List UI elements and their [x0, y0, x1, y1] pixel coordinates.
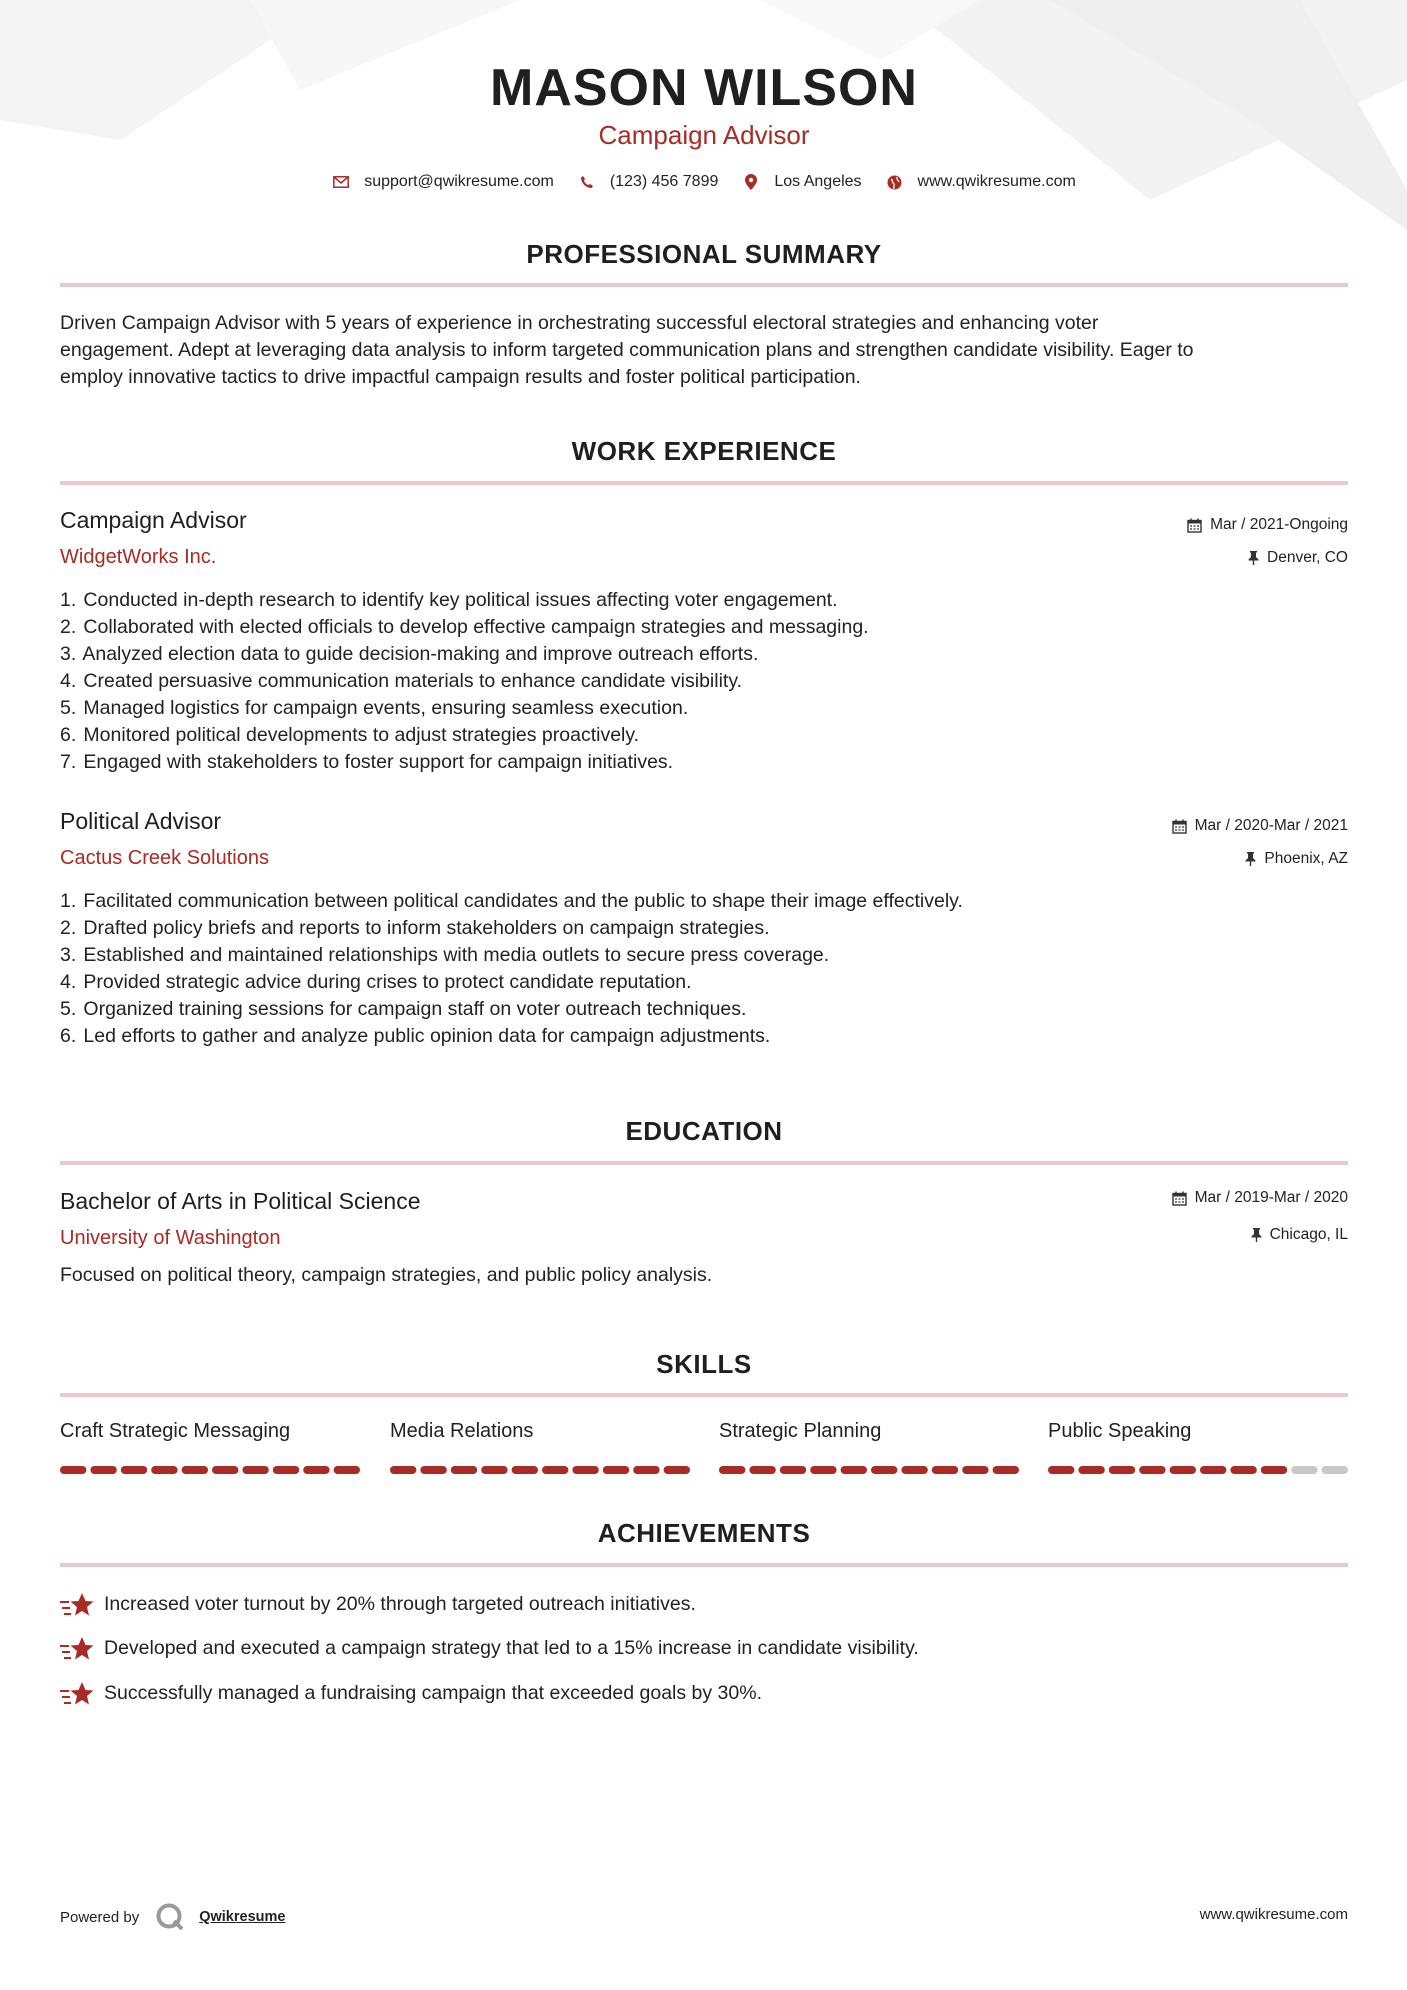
achievement-text: Increased voter turnout by 20% through targeted outreach initiatives. — [104, 1592, 696, 1615]
skills-divider — [60, 1393, 1348, 1397]
achievement-item — [60, 1634, 919, 1662]
summary-line: engagement. Adept at leveraging data analysis to inform targeted communication plans and strengthen candidate visibility. Eager to — [60, 339, 1194, 361]
job-location-text: Phoenix, AZ — [1264, 850, 1348, 867]
qwikresume-link[interactable]: Qwikresume — [199, 1909, 286, 1925]
skill-name: Public Speaking — [1048, 1420, 1192, 1442]
star-icon — [60, 1590, 94, 1618]
skill-level-segment — [749, 1466, 775, 1474]
skill-level-segment — [151, 1466, 177, 1474]
skill-level-segment — [871, 1466, 897, 1474]
education-dates — [1172, 1189, 1348, 1207]
skill-level-segment — [1048, 1466, 1074, 1474]
achievement-item — [60, 1590, 696, 1618]
summary-divider — [60, 283, 1348, 287]
globe-icon — [886, 173, 904, 191]
skill-level-segment — [242, 1466, 268, 1474]
skill-level-segment — [1109, 1466, 1135, 1474]
job-dates-text: Mar / 2021-Ongoing — [1210, 516, 1348, 533]
skill-level-segment — [481, 1466, 507, 1474]
achievement-item — [60, 1679, 762, 1707]
education-dates-text: Mar / 2019-Mar / 2020 — [1194, 1189, 1348, 1206]
job-location-text: Denver, CO — [1267, 549, 1348, 566]
list-item: 2. Collaborated with elected officials to develop effective campaign strategies and messaging. — [60, 616, 869, 638]
skill-level-segment — [719, 1466, 745, 1474]
contact-website[interactable] — [886, 173, 1076, 191]
skill-level-segment — [780, 1466, 806, 1474]
skill-level-bar — [719, 1466, 1019, 1474]
job-bullets — [60, 888, 1348, 1050]
candidate-name: MASON WILSON — [490, 59, 918, 117]
skill-level-segment — [542, 1466, 568, 1474]
skill-level-segment — [901, 1466, 927, 1474]
skill-name: Strategic Planning — [719, 1420, 882, 1442]
list-item: 3. Analyzed election data to guide decision-making and improve outreach efforts. — [60, 643, 759, 665]
skill-level-segment — [810, 1466, 836, 1474]
skill-level-segment — [1230, 1466, 1256, 1474]
list-item: 3. Established and maintained relationships with media outlets to secure press coverage. — [60, 944, 830, 966]
pushpin-icon — [1245, 852, 1256, 866]
skill-name: Media Relations — [390, 1420, 534, 1442]
skill-level-segment — [1200, 1466, 1226, 1474]
skill-item — [1048, 1420, 1348, 1443]
skill-level-bar — [60, 1466, 360, 1474]
skill-level-segment — [121, 1466, 147, 1474]
job-dates — [1187, 516, 1348, 534]
education-location-text: Chicago, IL — [1269, 1226, 1348, 1243]
summary-line: employ innovative tactics to drive impactful campaign results and foster political participation. — [60, 366, 861, 388]
skill-level-segment — [273, 1466, 299, 1474]
skill-level-segment — [664, 1466, 690, 1474]
job-bullets — [60, 587, 1348, 776]
star-icon — [60, 1679, 94, 1707]
summary-text — [60, 310, 1348, 391]
list-item: 4. Provided strategic advice during crises to protect candidate reputation. — [60, 971, 692, 993]
job-title: Campaign Advisor — [60, 507, 247, 533]
powered-by-label: Powered by — [60, 1908, 140, 1926]
skill-item — [390, 1420, 690, 1443]
footer-website[interactable]: www.qwikresume.com — [1199, 1906, 1348, 1923]
skill-level-segment — [993, 1466, 1019, 1474]
education-divider — [60, 1161, 1348, 1165]
education-description: Focused on political theory, campaign strategies, and public policy analysis. — [60, 1264, 713, 1286]
skill-level-segment — [420, 1466, 446, 1474]
experience-heading: WORK EXPERIENCE — [571, 436, 837, 466]
calendar-icon — [1172, 1191, 1187, 1206]
job-dates-text: Mar / 2020-Mar / 2021 — [1194, 817, 1348, 834]
calendar-icon — [1172, 819, 1187, 834]
contact-email-text: support@qwikresume.com — [364, 173, 554, 190]
pushpin-icon — [1251, 1228, 1262, 1242]
contact-email[interactable] — [332, 173, 554, 191]
education-heading: EDUCATION — [625, 1116, 783, 1146]
list-item: 6. Monitored political developments to adjust strategies proactively. — [60, 724, 640, 746]
job-title: Political Advisor — [60, 808, 222, 834]
skill-level-segment — [1170, 1466, 1196, 1474]
contact-phone-text: (123) 456 7899 — [609, 173, 719, 190]
skill-level-segment — [1322, 1466, 1348, 1474]
footer-branding — [60, 1902, 285, 1932]
skill-level-segment — [512, 1466, 538, 1474]
skill-level-segment — [334, 1466, 360, 1474]
list-item: 5. Organized training sessions for campaign staff on voter outreach techniques. — [60, 998, 747, 1020]
job-dates — [1172, 817, 1348, 835]
achievement-text: Successfully managed a fundraising campaign that exceeded goals by 30%. — [104, 1681, 762, 1704]
skill-level-bar — [390, 1466, 690, 1474]
achievements-divider — [60, 1563, 1348, 1567]
map-pin-icon — [742, 173, 760, 191]
skill-level-segment — [1139, 1466, 1165, 1474]
skill-level-segment — [451, 1466, 477, 1474]
skill-level-segment — [212, 1466, 238, 1474]
list-item: 5. Managed logistics for campaign events, ensuring seamless execution. — [60, 697, 689, 719]
skill-level-segment — [603, 1466, 629, 1474]
list-item: 7. Engaged with stakeholders to foster support for campaign initiatives. — [60, 751, 674, 773]
list-item: 1. Conducted in-depth research to identify key political issues affecting voter engagement. — [60, 589, 838, 611]
skill-level-segment — [572, 1466, 598, 1474]
skill-level-segment — [841, 1466, 867, 1474]
contact-location-text: Los Angeles — [774, 173, 862, 190]
achievement-text: Developed and executed a campaign strategy that led to a 15% increase in candidate visibility. — [104, 1636, 919, 1659]
experience-divider — [60, 481, 1348, 485]
job-company: WidgetWorks Inc. — [60, 546, 217, 568]
skill-level-segment — [182, 1466, 208, 1474]
achievements-heading: ACHIEVEMENTS — [597, 1518, 811, 1548]
skill-name: Craft Strategic Messaging — [60, 1420, 291, 1442]
skill-level-segment — [1078, 1466, 1104, 1474]
list-item: 6. Led efforts to gather and analyze public opinion data for campaign adjustments. — [60, 1025, 771, 1047]
star-icon — [60, 1634, 94, 1662]
skill-level-segment — [1261, 1466, 1287, 1474]
skill-level-segment — [962, 1466, 988, 1474]
skill-level-bar — [1048, 1466, 1348, 1474]
skill-item — [60, 1420, 360, 1443]
envelope-icon — [332, 173, 350, 191]
list-item: 1. Facilitated communication between political candidates and the public to shape their image effectively. — [60, 890, 963, 912]
education-location — [1251, 1226, 1348, 1244]
job-company: Cactus Creek Solutions — [60, 847, 269, 869]
school-name: University of Washington — [60, 1227, 281, 1249]
list-item: 2. Drafted policy briefs and reports to inform stakeholders on campaign strategies. — [60, 917, 770, 939]
job-location — [1245, 850, 1348, 868]
phone-icon — [578, 173, 596, 191]
skill-level-segment — [303, 1466, 329, 1474]
qwikresume-logo-icon — [155, 1902, 185, 1932]
degree-title: Bachelor of Arts in Political Science — [60, 1188, 421, 1214]
candidate-title: Campaign Advisor — [598, 120, 810, 150]
summary-heading: PROFESSIONAL SUMMARY — [526, 239, 882, 269]
contact-location — [742, 173, 861, 191]
skills-heading: SKILLS — [656, 1349, 752, 1379]
skill-level-segment — [1291, 1466, 1317, 1474]
calendar-icon — [1187, 518, 1202, 533]
contact-website-text: www.qwikresume.com — [917, 173, 1076, 190]
pushpin-icon — [1248, 551, 1259, 565]
list-item: 4. Created persuasive communication materials to enhance candidate visibility. — [60, 670, 743, 692]
contact-phone[interactable] — [578, 173, 719, 191]
skill-item — [719, 1420, 1019, 1443]
skill-level-segment — [390, 1466, 416, 1474]
skill-level-segment — [60, 1466, 86, 1474]
skill-level-segment — [633, 1466, 659, 1474]
skill-level-segment — [90, 1466, 116, 1474]
job-location — [1248, 549, 1348, 567]
skill-level-segment — [932, 1466, 958, 1474]
contact-bar — [60, 173, 1348, 191]
summary-line: Driven Campaign Advisor with 5 years of experience in orchestrating successful electoral strategies and enhancing voter — [60, 312, 1099, 334]
